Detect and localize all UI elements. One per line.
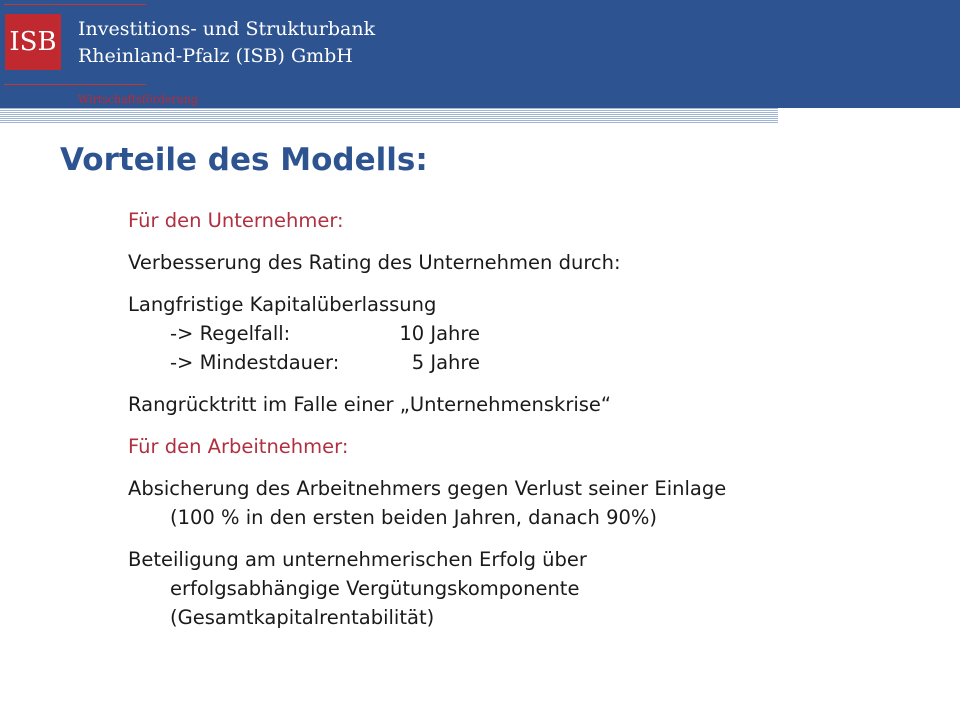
participation-block [128, 545, 928, 632]
slide-body [128, 206, 928, 645]
logo-divider-top [4, 4, 146, 5]
term-label: -> Regelfall: [170, 322, 291, 345]
section-heading-employee: Für den Arbeitnehmer: [128, 435, 349, 458]
term-value: 10 Jahre [399, 322, 480, 345]
protection-detail: (100 % in den ersten beiden Jahren, danach 90%) [170, 506, 658, 529]
participation-detail: (Gesamtkapitalrentabilität) [170, 606, 435, 629]
protection-line: Absicherung des Arbeitnehmers gegen Verlust seiner Einlage [128, 477, 727, 500]
protection-block [128, 474, 928, 532]
term-row [128, 348, 928, 377]
term-row [128, 319, 928, 348]
capital-block [128, 290, 928, 377]
logo-divider-bottom [4, 84, 146, 85]
term-value: 5 Jahre [411, 351, 480, 374]
section-heading-entrepreneur: Für den Unternehmer: [128, 209, 344, 232]
rating-line: Verbesserung des Rating des Unternehmen durch: [128, 251, 621, 274]
bank-name [78, 16, 375, 70]
capital-line: Langfristige Kapitalüberlassung [128, 293, 437, 316]
tagline: Wirtschaftsförderung [78, 93, 198, 106]
subordination-line: Rangrücktritt im Falle einer „Unternehmenskrise“ [128, 393, 612, 416]
isb-logo: ISB [5, 14, 61, 70]
header-stripe-band [0, 108, 778, 124]
bank-name-line1: Investitions- und Strukturbank [78, 18, 376, 40]
participation-detail: erfolgsabhängige Vergütungskomponente [170, 577, 580, 600]
term-label: -> Mindestdauer: [170, 351, 340, 374]
header-banner [0, 0, 960, 108]
slide-title: Vorteile des Modells: [60, 142, 428, 178]
participation-line: Beteiligung am unternehmerischen Erfolg über [128, 548, 587, 571]
bank-name-line2: Rheinland-Pfalz (ISB) GmbH [78, 45, 353, 67]
